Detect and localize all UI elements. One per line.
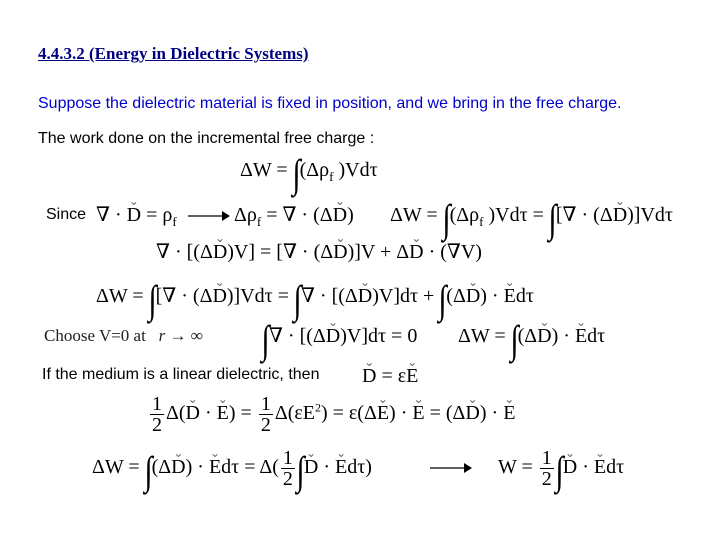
equation-drho: $\Delta\rho_f$ = ∇ · (Δ⌄ D): [234, 203, 354, 234]
arrow-icon: [430, 462, 472, 474]
choose-v-zero-text: Choose V=0 at r → ∞: [44, 326, 203, 345]
equation-half-delta: $\frac{1}{2}$ Δ(⌄ D · ⌄ E) = $\frac{1}{2}$ $\Delta(\varepsilon E^2)$ = ε(Δ⌄ E) · ⌄ E = (Δ⌄ D) · ⌄ E: [148, 394, 515, 435]
arrow-icon: [188, 210, 230, 222]
equation-dw-substituted: $\Delta W = \int(\Delta\rho_f$ )Vdτ = ∫[∇ · (Δ⌄ D)]Vdτ: [390, 203, 673, 234]
equation-dw-definition: $\Delta W = \int(\Delta\rho_f$ )Vdτ: [240, 151, 378, 196]
equation-dw-final: ΔW = ∫(Δ⌄ D) · ⌄ Edτ: [458, 324, 605, 352]
linear-dielectric-text: If the medium is a linear dielectric, then: [42, 366, 320, 383]
equation-product-rule: ∇ · [(Δ⌄ D)V] = [∇ · (Δ⌄ D)]V + Δ⌄ D · (∇V): [156, 240, 482, 264]
intro-text: Suppose the dielectric material is fixed in position, and we bring in the free charge.: [38, 95, 622, 112]
equation-surface-zero: ∫∇ · [(Δ⌄ D)V]dτ = 0: [262, 324, 417, 352]
equation-div-d: ∇ · ⌄ $D = \rho_f$: [96, 203, 177, 234]
equation-dw-total: ΔW = ∫(Δ⌄ D) · ⌄ Edτ = Δ( $\frac{1}{2}$ ∫⌄ D · ⌄ Edτ): [92, 448, 372, 489]
equation-w-result: W = $\frac{1}{2}$ ∫⌄ D · ⌄ Edτ: [498, 448, 624, 489]
equation-d-eps-e: ⌄ D = ε⌄ E: [362, 364, 418, 388]
slide-title: 4.4.3.2 (Energy in Dielectric Systems): [38, 44, 309, 63]
since-label: Since: [46, 206, 87, 223]
equation-dw-expanded: ΔW = ∫[∇ · (Δ⌄ D)]Vdτ = ∫∇ · [(Δ⌄ D)V]dτ + ∫(Δ⌄ D) · ⌄ Edτ: [96, 284, 534, 312]
work-done-text: The work done on the incremental free charge :: [38, 130, 375, 147]
